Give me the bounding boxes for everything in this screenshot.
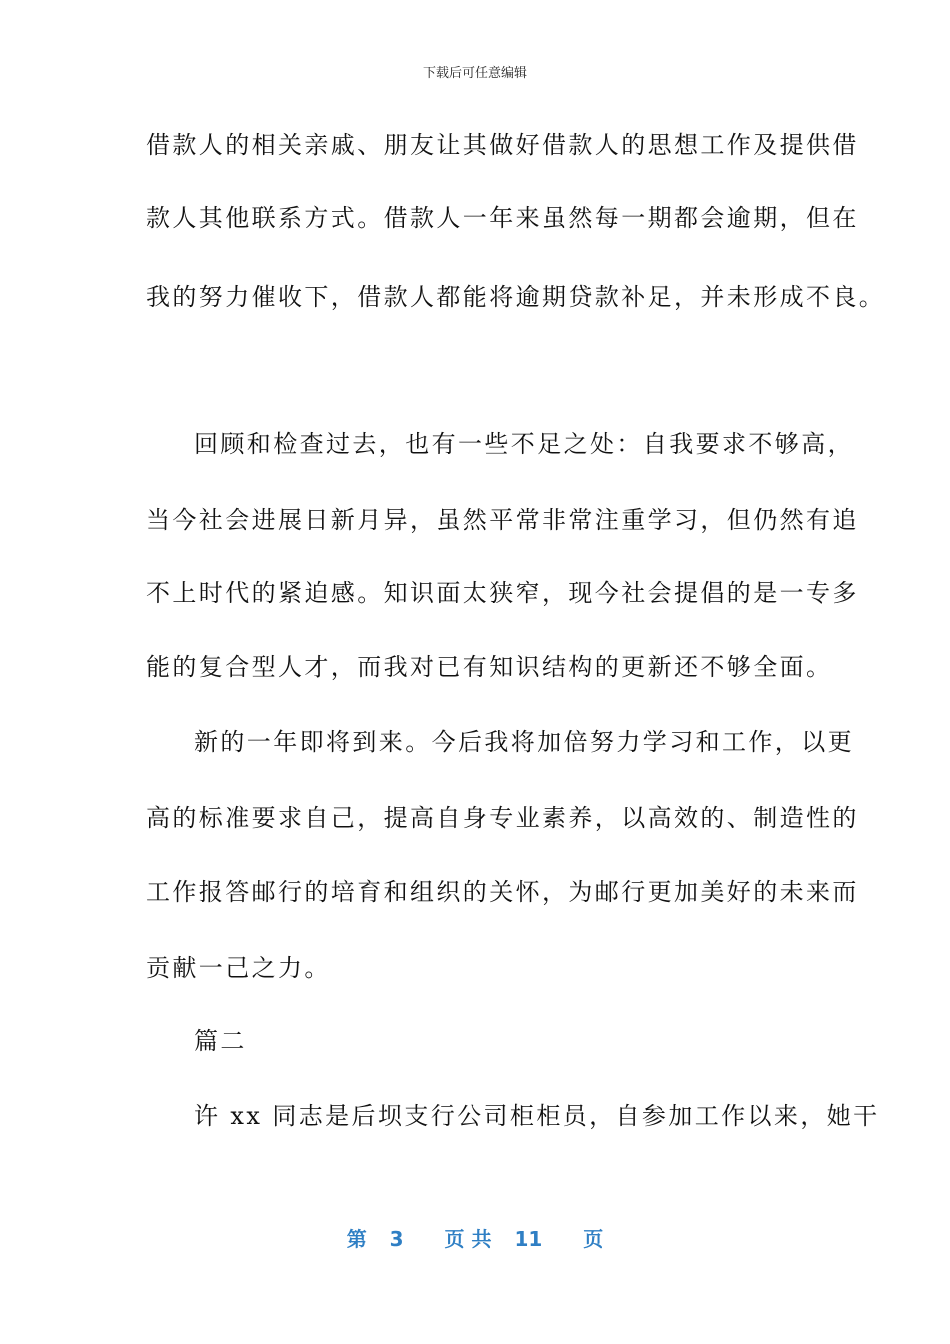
footer-ye: 页 xyxy=(583,1227,604,1251)
body-line-1: 借款人的相关亲戚、朋友让其做好借款人的思想工作及提供借 xyxy=(146,131,859,159)
footer-di: 第 xyxy=(346,1227,367,1251)
body-line-7: 能的复合型人才，而我对已有知识结构的更新还不够全面。 xyxy=(146,653,833,681)
footer-total-pages: 11 xyxy=(514,1227,543,1251)
body-line-9: 高的标准要求自己，提高自身专业素养，以高效的、制造性的 xyxy=(146,804,859,832)
footer-current-page: 3 xyxy=(389,1227,404,1251)
body-line-8: 新的一年即将到来。今后我将加倍努力学习和工作，以更 xyxy=(194,728,854,756)
body-line-4: 回顾和检查过去，也有一些不足之处：自我要求不够高， xyxy=(194,430,854,458)
section-heading: 篇二 xyxy=(194,1027,247,1055)
body-line-6: 不上时代的紧迫感。知识面太狭窄，现今社会提倡的是一专多 xyxy=(146,579,859,607)
page-footer xyxy=(0,1226,950,1252)
body-line-3: 我的努力催收下，借款人都能将逾期贷款补足，并未形成不良。 xyxy=(146,283,886,311)
body-line-2: 款人其他联系方式。借款人一年来虽然每一期都会逾期，但在 xyxy=(146,204,859,232)
body-line-11: 贡献一己之力。 xyxy=(146,954,331,982)
footer-ye-gong: 页 共 xyxy=(444,1227,492,1251)
body-line-12: 许 xx 同志是后坝支行公司柜柜员，自参加工作以来，她干 xyxy=(194,1102,880,1130)
body-line-5: 当今社会进展日新月异，虽然平常非常注重学习，但仍然有追 xyxy=(146,506,859,534)
page-header: 下载后可任意编辑 xyxy=(422,66,527,81)
body-line-10: 工作报答邮行的培育和组织的关怀，为邮行更加美好的未来而 xyxy=(146,878,859,906)
